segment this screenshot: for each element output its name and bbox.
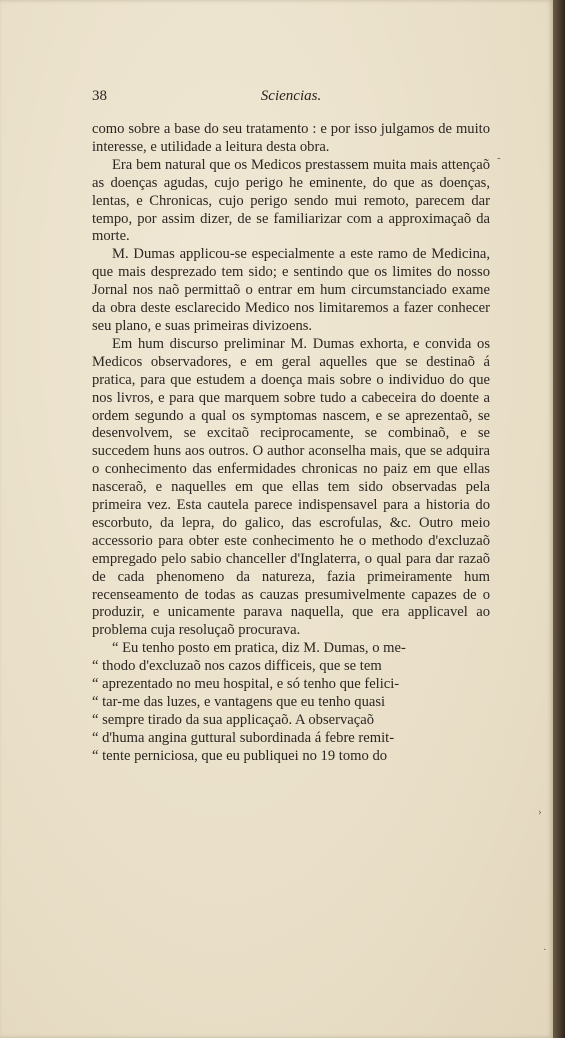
quote-line: “ tar-me das luzes, e vantagens que eu tenho quasi [92, 694, 386, 710]
quote-line: “ thodo d'excluzaõ nos cazos difficeis, que se tem [92, 658, 382, 675]
paragraph: como sobre a base do seu tratamento : e por isso julgamos de muito interesse, e utilidade a leitura desta obra. [92, 121, 490, 155]
paragraph: Era bem natural que os Medicos prestassem muita mais attençaõ as doenças agudas, cujo perigo he eminente, do que as doenças, lentas, e Chronicas, cujo perigo sendo mui remoto, parecem dar tempo, por assim dizer, de se familiarizar com a approximaçaõ da morte. [92, 156, 490, 245]
margin-mark: › [538, 806, 542, 818]
quote-line: “ Eu tenho posto em pratica, diz M. Dumas, o me- [112, 640, 406, 657]
paragraph: M. Dumas applicou-se especialmente a este ramo de Medicina, que mais desprezado tem sido; e sentindo que os limites do nosso Jornal nos naõ permittaõ o entrar em hum circumstanciado exame da obra deste esclarecido Medico nos limitaremos a fazer conhecer seu plano, e suas primeiras divizoens. [92, 246, 490, 334]
quotation [92, 640, 490, 765]
margin-mark: - [497, 152, 501, 164]
running-head: Sciencias. [260, 88, 322, 104]
page-header [92, 88, 490, 108]
quote-line: “ aprezentado no meu hospital, e só tenho que felici- [92, 676, 400, 693]
margin-mark: · [543, 944, 547, 956]
page-number: 38 [92, 88, 107, 104]
page-edge [553, 0, 565, 1038]
body-text [92, 121, 490, 766]
quote-line: “ tente perniciosa, que eu publiquei no 19 tomo do [92, 747, 388, 764]
quote-line: “ d'huma angina guttural subordinada á febre remit- [92, 729, 395, 746]
paragraph: Em hum discurso preliminar M. Dumas exhorta, e convida os Medicos observadores, e em geral aquelles que se destinaõ á pratica, para que estudem a doença mais sobre o individuo do que nos livros, e para que marquem sobre tudo a cabeceira do doente a ordem segundo a qual os symptomas nascem, e se aprezentaõ, se desenvolvem, se excitaõ reciprocamente, se combinaõ, e se succedem huns aos outros. O author aconselha mais, que se adquira o conhecimento das enfermidades chronicas no paiz em que ellas nasceraõ, e naquelles em que ellas tem sido observadas pela primeira vez. Esta cautela parece indispensavel para a historia do escorbuto, da lepra, do galico, das escrofulas, &c. Outro meio accessorio para obter este conhecimento he o methodo d'excluzaõ empregado pelo sabio chanceller d'Inglaterra, o qual para dar razaõ de cada phenomeno da natureza, fazia primeiramente hum recenseamento de todas as cauzas presumivelmente capazes de o produzir, e unicamente parava naquella, que era applicavel ao problema cuja resoluçaõ procurava. [92, 335, 490, 639]
quote-line: “ sempre tirado da sua applicaçaõ. A observaçaõ [92, 711, 375, 728]
